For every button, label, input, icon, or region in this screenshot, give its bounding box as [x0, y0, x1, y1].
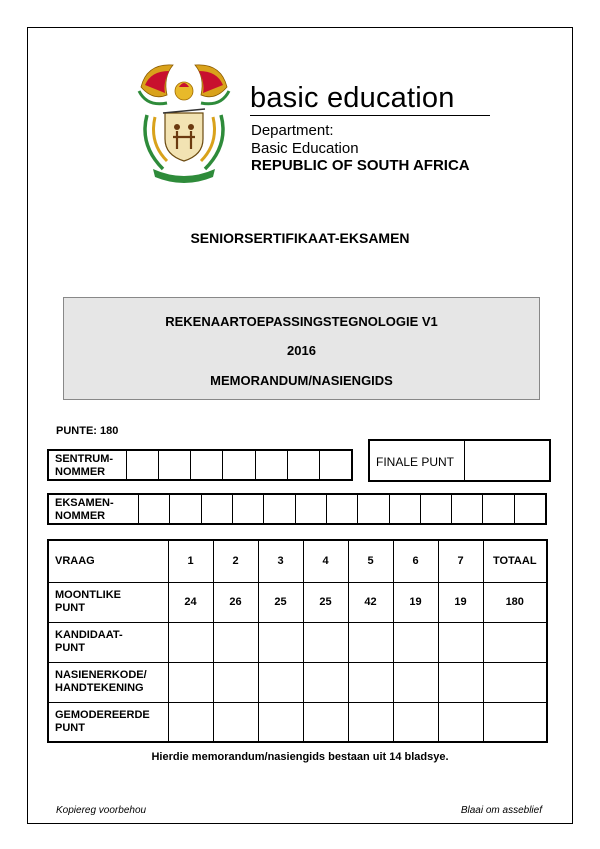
mark-cell[interactable]	[213, 702, 258, 742]
exam-number-digit-cell[interactable]	[264, 495, 295, 523]
mark-cell[interactable]	[438, 662, 483, 702]
mark-cell[interactable]	[303, 622, 348, 662]
turn-page-footer: Blaai om asseblief	[460, 805, 542, 816]
total-cell[interactable]	[483, 702, 547, 742]
mark-cell: 19	[438, 582, 483, 622]
mark-cell[interactable]	[168, 622, 213, 662]
marks-table	[47, 539, 548, 743]
mark-cell[interactable]	[393, 622, 438, 662]
question-number: 3	[258, 540, 303, 582]
exam-year: 2016	[287, 343, 316, 358]
document-type: MEMORANDUM/NASIENGIDS	[210, 373, 393, 388]
country-name: REPUBLIC OF SOUTH AFRICA	[251, 157, 470, 174]
centre-number-label: SENTRUM- NOMMER	[49, 451, 127, 479]
mark-cell[interactable]	[168, 702, 213, 742]
final-mark-value[interactable]	[465, 441, 549, 480]
centre-number-field[interactable]	[47, 449, 353, 481]
mark-cell[interactable]	[168, 662, 213, 702]
question-number: 6	[393, 540, 438, 582]
mark-cell[interactable]	[258, 662, 303, 702]
mark-cell[interactable]	[393, 702, 438, 742]
total-cell[interactable]	[483, 622, 547, 662]
mark-cell[interactable]	[213, 662, 258, 702]
exam-number-digit-cell[interactable]	[358, 495, 389, 523]
exam-number-digit-cell[interactable]	[421, 495, 452, 523]
mark-cell[interactable]	[258, 622, 303, 662]
centre-number-digit-cell[interactable]	[127, 451, 159, 479]
centre-number-digit-cell[interactable]	[223, 451, 255, 479]
department-name: Basic Education	[251, 140, 359, 157]
mark-cell: 25	[258, 582, 303, 622]
mark-cell[interactable]	[438, 622, 483, 662]
table-row	[48, 702, 547, 742]
question-number: 2	[213, 540, 258, 582]
question-number: 1	[168, 540, 213, 582]
exam-number-digit-cell[interactable]	[139, 495, 170, 523]
total-cell: 180	[483, 582, 547, 622]
exam-heading: SENIORSERTIFIKAAT-EKSAMEN	[190, 230, 410, 246]
page-count-note: Hierdie memorandum/nasiengids bestaan uit 14 bladsye.	[151, 751, 449, 763]
row-label: KANDIDAAT- PUNT	[48, 622, 168, 662]
exam-number-digit-cell[interactable]	[233, 495, 264, 523]
mark-cell[interactable]	[213, 622, 258, 662]
mark-cell[interactable]	[348, 662, 393, 702]
row-label: NASIENERKODE/ HANDTEKENING	[48, 662, 168, 702]
mark-cell[interactable]	[348, 622, 393, 662]
table-row	[48, 622, 547, 662]
centre-number-digit-cell[interactable]	[320, 451, 351, 479]
mark-cell: 24	[168, 582, 213, 622]
final-mark-box	[368, 439, 551, 482]
department-label: Department:	[251, 122, 334, 139]
table-row	[48, 582, 547, 622]
mark-cell: 19	[393, 582, 438, 622]
mark-cell[interactable]	[303, 702, 348, 742]
mark-cell: 25	[303, 582, 348, 622]
total-cell[interactable]	[483, 662, 547, 702]
question-number: 7	[438, 540, 483, 582]
mark-cell[interactable]	[303, 662, 348, 702]
exam-number-digit-cell[interactable]	[483, 495, 514, 523]
brand-divider	[250, 115, 490, 116]
title-box	[63, 297, 540, 400]
centre-number-digit-cell[interactable]	[288, 451, 320, 479]
exam-number-label: EKSAMEN- NOMMER	[49, 495, 139, 523]
mark-cell[interactable]	[348, 702, 393, 742]
total-header: TOTAAL	[483, 540, 547, 582]
exam-number-digit-cell[interactable]	[452, 495, 483, 523]
copyright-footer: Kopiereg voorbehou	[56, 805, 147, 816]
marks-header-row	[48, 540, 547, 582]
exam-number-digit-cell[interactable]	[170, 495, 201, 523]
brand-title: basic education	[250, 82, 455, 114]
subject-title: REKENAARTOEPASSINGSTEGNOLOGIE V1	[165, 314, 438, 329]
centre-number-digit-cell[interactable]	[256, 451, 288, 479]
row-label: MOONTLIKE PUNT	[48, 582, 168, 622]
question-number: 5	[348, 540, 393, 582]
mark-cell: 42	[348, 582, 393, 622]
exam-number-digit-cell[interactable]	[390, 495, 421, 523]
exam-number-field[interactable]	[47, 493, 547, 525]
brand-block	[250, 82, 470, 174]
question-header: VRAAG	[48, 540, 168, 582]
mark-cell[interactable]	[393, 662, 438, 702]
mark-cell[interactable]	[258, 702, 303, 742]
row-label: GEMODEREERDE PUNT	[48, 702, 168, 742]
mark-cell: 26	[213, 582, 258, 622]
final-mark-label: FINALE PUNT	[370, 441, 465, 480]
coat-of-arms-icon	[133, 57, 235, 185]
exam-number-digit-cell[interactable]	[515, 495, 545, 523]
exam-number-digit-cell[interactable]	[202, 495, 233, 523]
centre-number-digit-cell[interactable]	[191, 451, 223, 479]
exam-number-digit-cell[interactable]	[296, 495, 327, 523]
total-marks: PUNTE: 180	[56, 425, 119, 437]
mark-cell[interactable]	[438, 702, 483, 742]
question-number: 4	[303, 540, 348, 582]
centre-number-digit-cell[interactable]	[159, 451, 191, 479]
table-row	[48, 662, 547, 702]
exam-number-digit-cell[interactable]	[327, 495, 358, 523]
